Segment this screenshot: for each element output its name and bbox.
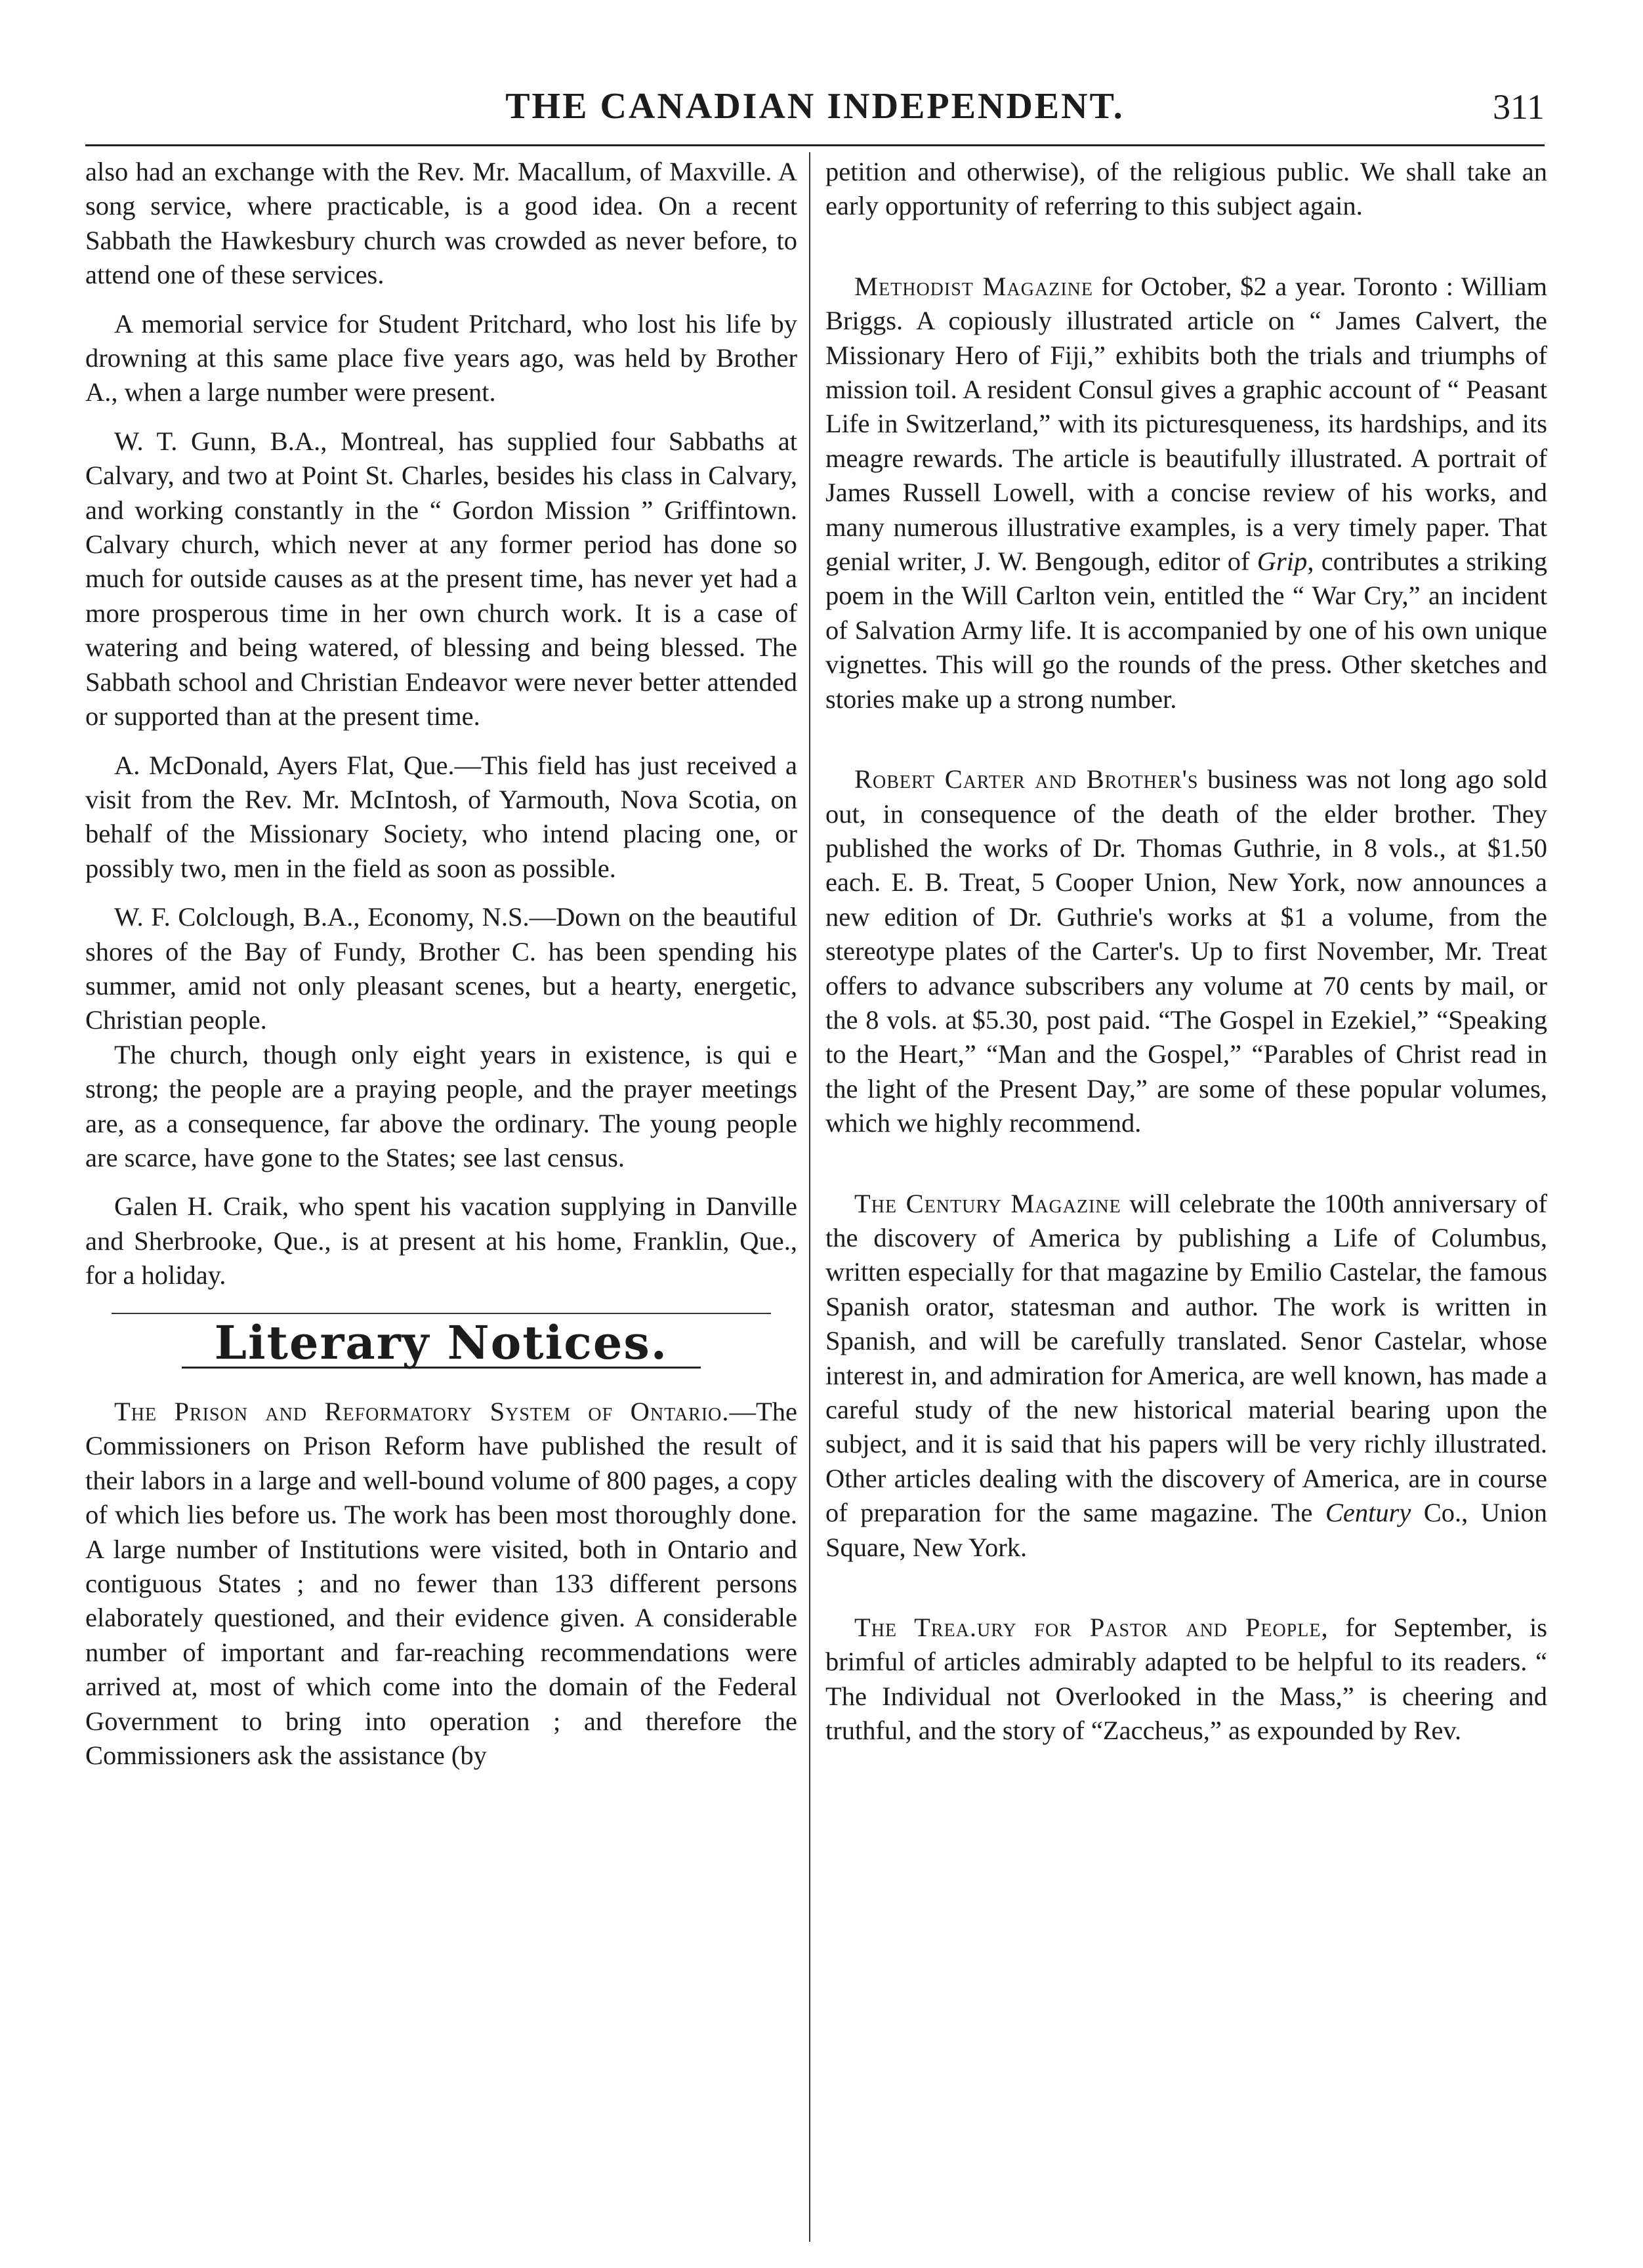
- paragraph-craik: Galen H. Craik, who spent his vacation supplying in Danville and Sherbrooke, Que., is at present at his home, Franklin, Que., for a holiday.: [85, 1191, 797, 1290]
- spacer: [825, 731, 1547, 762]
- notice-methodist-magazine: [825, 270, 1547, 716]
- notice-italic: Century: [1325, 1498, 1411, 1528]
- spacer: [825, 1155, 1547, 1187]
- spacer: [825, 1579, 1547, 1611]
- paragraph-colclough: W. F. Colclough, B.A., Economy, N.S.—Down on the beautiful shores of the Bay of Fundy, Brother C. has been spending his summer, amid not only pleasant scenes, but a hearty, energetic, Christian people.: [85, 902, 797, 1035]
- section-divider: [112, 1313, 771, 1314]
- notice-century-magazine: [825, 1187, 1547, 1565]
- notice-body: for October, $2 a year. Toronto : William Briggs. A copiously illustrated article on “ James Calvert, the Missionary Hero of Fiji,” exhibits both the trials and triumphs of mission toil. A resident Consul gives a graphic account of “ Peasant Life in Switzerland,” with its picturesqueness, its hardships, and its meagre rewards. The article is beautifully illustrated. A portrait of James Russell Lowell, with a concise review of his works, and many numerous illustrative examples, is a very timely paper. That genial writer, J. W. Bengough, editor of: [825, 271, 1547, 577]
- section-heading: Literary Notices.: [182, 1326, 701, 1369]
- right-column: [825, 155, 1547, 1763]
- notice-body: will celebrate the 100th anniversary of the discovery of America by publishing a Life of Columbus, written especially for that magazine by Emilio Castelar, the famous Spanish orator, statesman and author. The work is written in Spanish, and will be carefully translated. Senor Castelar, whose interest in, and admiration for America, are well known, has made a careful study of the new historical material bearing upon the subject, and it is said that his papers will be very richly illustrated. Other articles dealing with the discovery of America, are in course of preparation for the same magazine. The: [825, 1188, 1547, 1528]
- notice-body: for September, is brimful of articles admirably adapted to be helpful to its readers. “ The Individual not Overlooked in the Mass,” is cheering and truthful, and the story of “Zaccheus,” as expounded by Rev.: [825, 1613, 1547, 1746]
- notice-title: The Prison and Reformatory System of Ontario.: [114, 1397, 730, 1426]
- column-rule: [809, 152, 810, 2242]
- paragraph-continuation: petition and otherwise), of the religious public. We shall take an early opportunity of referring to this subject again.: [825, 157, 1547, 221]
- paragraph-mcdonald: A. McDonald, Ayers Flat, Que.—This field has just received a visit from the Rev. Mr. McIntosh, of Yarmouth, Nova Scotia, on behalf of the Missionary Society, who intend placing one, or possibly two, men in the field as soon as possible.: [85, 750, 797, 883]
- running-title: THE CANADIAN INDEPENDENT.: [505, 86, 1125, 127]
- notice-robert-carter: [825, 762, 1547, 1140]
- notice-body: —The Commissioners on Prison Reform have published the result of their labors in a large and well-bound volume of 800 pages, a copy of which lies before us. The work has been most thoroughly done. A large number of Institutions were visited, both in Ontario and contiguous States ; and no fewer than 133 different persons elaborately questioned, and their evidence given. A considerable number of important and far-reaching recommendations were arrived at, most of which come into the domain of the Federal Government to bring into operation ; and therefore the Commissioners ask the assistance (by: [85, 1397, 797, 1771]
- paragraph-hawkesbury: also had an exchange with the Rev. Mr. Macallum, of Maxville. A song service, where practicable, is a good idea. On a recent Sabbath the Hawkesbury church was crowded as never before, to attend one of these services.: [85, 157, 797, 290]
- paragraph-church: The church, though only eight years in existence, is qui e strong; the people are a praying people, and the prayer meetings are, as a consequence, far above the ordinary. The young people are scarce, have gone to the States; see last census.: [85, 1039, 797, 1172]
- page-header: [85, 72, 1545, 146]
- notice-body: , contributes a striking poem in the Will Carlton vein, entitled the “ War Cry,” an incident of Salvation Army life. It is accompanied by one of his own unique vignettes. This will go the rounds of the press. Other sketches and stories make up a strong number.: [825, 546, 1547, 714]
- notice-prison-reform: [85, 1395, 797, 1773]
- left-column: [85, 155, 797, 1787]
- notice-title: The Trea.ury for Pastor and People,: [854, 1613, 1329, 1643]
- paragraph-memorial-service: A memorial service for Student Pritchard, who lost his life by drowning at this same place five years ago, was held by Brother A., when a large number were present.: [85, 308, 797, 407]
- notice-title: The Century Magazine: [854, 1188, 1121, 1218]
- section-heading-wrap: [85, 1315, 797, 1370]
- notice-body: business was not long ago sold out, in consequence of the death of the elder brother. They published the works of Dr. Thomas Guthrie, in 8 vols., at $1.50 each. E. B. Treat, 5 Cooper Union, New York, now announces a new edition of Dr. Guthrie's works at $1 a volume, from the stereotype plates of the Carter's. Up to first November, Mr. Treat offers to advance subscribers any volume at 70 cents by mail, or the 8 vols. at $5.30, post paid. “The Gospel in Ezekiel,” “Speaking to the Heart,” “Man and the Gospel,” “Parables of Christ read in the light of the Present Day,” are some of these popular volumes, which we highly recommend.: [825, 764, 1547, 1138]
- notice-title: Robert Carter and Brother's: [854, 764, 1199, 794]
- spacer: [825, 238, 1547, 270]
- notice-italic: Grip: [1257, 546, 1308, 577]
- notice-body: Co., Union Square, New York.: [825, 1498, 1548, 1562]
- page-number: 311: [1493, 87, 1545, 127]
- paragraph-gunn: W. T. Gunn, B.A., Montreal, has supplied four Sabbaths at Calvary, and two at Point St. Charles, besides his class in Calvary, and working constantly in the “ Gordon Mission ” Griffintown. Calvary church, which never at any former period has done so much for outside causes as at the present time, has never yet had a more prosperous time in her own church work. It is a case of watering and being watered, of blessing and being blessed. The Sabbath school and Christian Endeavor were never better attended or supported than at the present time.: [85, 426, 797, 732]
- notice-treasury: [825, 1611, 1547, 1748]
- notice-title: Methodist Magazine: [854, 271, 1093, 301]
